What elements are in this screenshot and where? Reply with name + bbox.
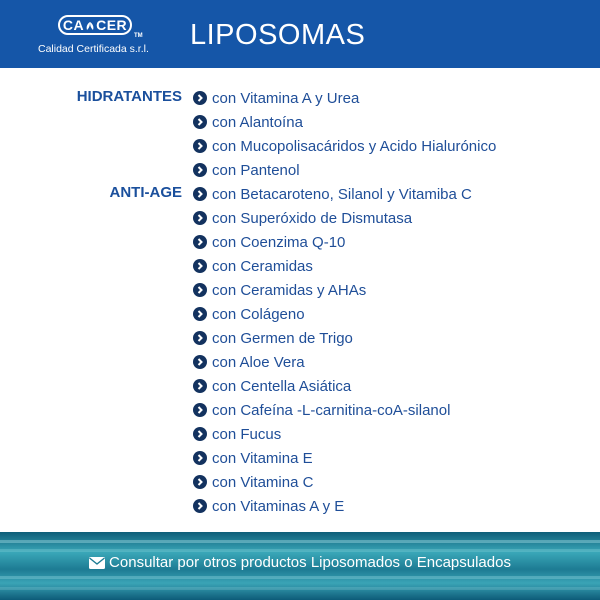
chevron-right-icon [193, 139, 207, 153]
contact-text: Consultar por otros productos Liposomados o Encapsulados [109, 554, 511, 571]
footer-banner [0, 532, 600, 600]
list-item: con Superóxido de Dismutasa [193, 206, 496, 230]
list-item: con Vitaminas A y E [193, 494, 496, 518]
chevron-right-icon [193, 91, 207, 105]
logo-tagline: Calidad Certificada s.r.l. [38, 43, 149, 55]
list-item: con Mucopolisacáridos y Acido Hialurónico [193, 134, 496, 158]
list-item: con Betacaroteno, Silanol y Vitamiba C [193, 182, 496, 206]
list-item: con Cafeína -L-carnitina-coA-silanol [193, 398, 496, 422]
category-anti-age: ANTI-AGE [109, 184, 182, 201]
chevron-right-icon [193, 403, 207, 417]
chevron-right-icon [193, 499, 207, 513]
chevron-right-icon [193, 163, 207, 177]
chevron-right-icon [193, 307, 207, 321]
company-logo: CA CER TM Calidad Certificada s.r.l. [38, 17, 149, 55]
list-item: con Pantenol [193, 158, 496, 182]
chevron-right-icon [193, 187, 207, 201]
envelope-icon [89, 557, 105, 569]
list-item: con Ceramidas [193, 254, 496, 278]
list-item: con Germen de Trigo [193, 326, 496, 350]
chevron-right-icon [193, 427, 207, 441]
list-item: con Alantoína [193, 110, 496, 134]
chevron-right-icon [193, 355, 207, 369]
page-title: LIPOSOMAS [190, 19, 366, 51]
list-item: con Vitamina E [193, 446, 496, 470]
logo-badge: CA CER [58, 15, 132, 35]
product-list [193, 86, 496, 518]
list-item: con Vitamina A y Urea [193, 86, 496, 110]
chevron-right-icon [193, 211, 207, 225]
chevron-right-icon [193, 379, 207, 393]
category-hidratantes: HIDRATANTES [76, 88, 182, 105]
chevron-right-icon [193, 331, 207, 345]
chevron-right-icon [193, 451, 207, 465]
list-item: con Colágeno [193, 302, 496, 326]
list-item: con Coenzima Q-10 [193, 230, 496, 254]
list-item: con Fucus [193, 422, 496, 446]
list-item: con Centella Asiática [193, 374, 496, 398]
chevron-right-icon [193, 475, 207, 489]
chevron-right-icon [193, 115, 207, 129]
chevron-right-icon [193, 235, 207, 249]
list-item: con Aloe Vera [193, 350, 496, 374]
contact-link[interactable] [0, 554, 600, 571]
chevron-right-icon [193, 283, 207, 297]
chevron-right-icon [193, 259, 207, 273]
list-item: con Vitamina C [193, 470, 496, 494]
header-banner [0, 0, 600, 68]
list-item: con Ceramidas y AHAs [193, 278, 496, 302]
